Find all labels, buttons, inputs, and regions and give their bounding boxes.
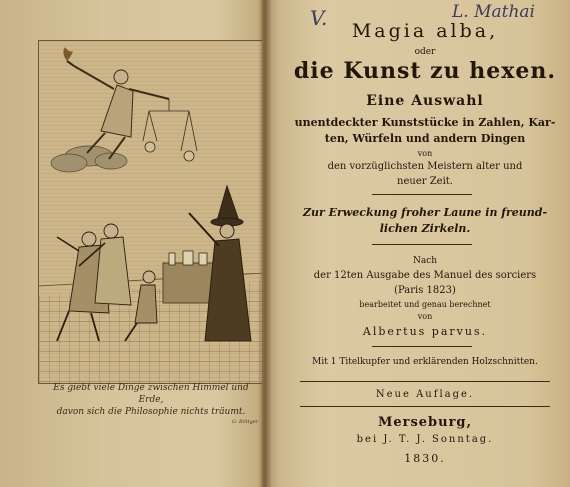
source-line-3: bearbeitet und genau berechnet [359,300,491,309]
description-line-5: neuer Zeit. [397,176,453,187]
title: Magia alba, [351,20,499,42]
source-line-1: der 12ten Ausgabe des Manuel des sorciers [313,270,537,281]
nach-line: Nach [412,256,438,266]
edition-line: Neue Auflage. [375,389,475,400]
caption-line-2: davon sich die Philosophie nichts träumt. [56,407,246,417]
handwritten-roman-numeral: V. [310,6,328,30]
divider-4 [300,381,550,382]
publisher-line: bei J. T. J. Sonntag. [356,434,494,445]
left-page-frontispiece [0,0,270,487]
divider-1 [372,194,472,195]
place-line: Merseburg, [377,415,473,430]
caption-line-1: Es giebt viele Dinge zwischen Himmel und Erde, [53,383,249,405]
divider-2 [372,244,472,245]
engraver-signature: G. Böttger [232,419,259,425]
year-line: 1830. [404,452,446,465]
description-line-1: unentdeckter Kunststücke in Zahlen, Kar- [294,116,556,129]
description-line-2: ten, Würfeln und andern Dingen [324,132,526,145]
engraving-illustration [39,41,265,383]
divider-5 [300,406,550,407]
description-von: von [417,149,433,158]
engraving-plate [38,40,266,384]
purpose-line-2: lichen Zirkeln. [379,222,471,235]
illustrations-line: Mit 1 Titelkupfer und erklärenden Holzschnitten. [312,357,538,367]
intro-line: Eine Auswahl [366,93,484,109]
book-gutter [258,0,272,487]
description-line-4: den vorzüglichsten Meistern alter und [327,161,523,172]
author: Albertus parvus. [362,325,488,338]
source-line-2: (Paris 1823) [394,285,456,296]
frontispiece-caption [40,382,262,418]
subtitle: die Kunst zu hexen. [293,58,557,84]
handwritten-owner-note: L. Mathai [452,2,535,22]
von-line: von [417,312,433,321]
oder-line: oder [414,47,436,57]
divider-3 [372,346,472,347]
purpose-line-1: Zur Erweckung froher Laune in freund- [302,206,548,219]
